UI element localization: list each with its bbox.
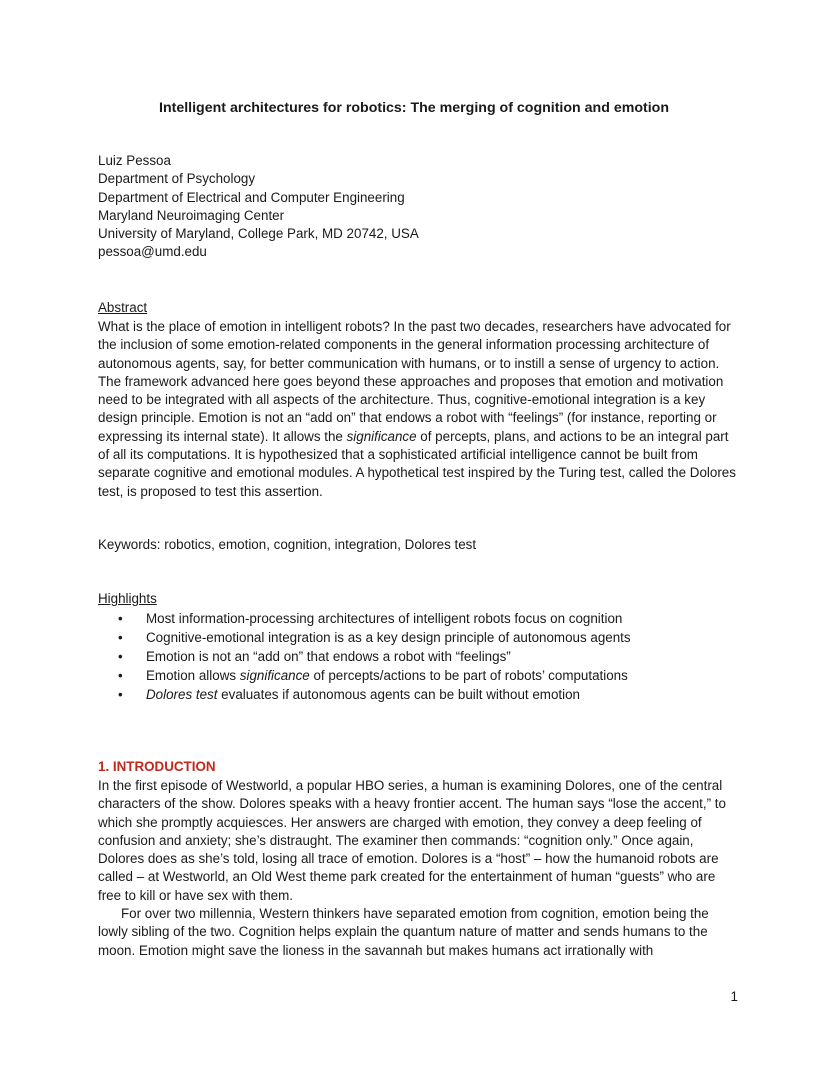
bullet-icon: •	[118, 649, 123, 664]
highlight-text-rest: of percepts/actions to be part of robots’ computations	[309, 668, 628, 683]
highlight-emphasis: Dolores test	[146, 687, 218, 702]
introduction-heading: 1. INTRODUCTION	[98, 759, 216, 774]
introduction-paragraph: For over two millennia, Western thinkers have separated emotion from cognition, emotion being the lowly sibling of the two. Cognition helps explain the quantum nature of matter and sends humans to the moon. Emotion might save the lioness in the savannah but makes humans act irrationally with	[98, 906, 709, 958]
highlight-item	[98, 666, 738, 685]
abstract-heading: Abstract	[98, 300, 148, 315]
highlight-item	[98, 647, 738, 666]
introduction-paragraph: In the first episode of Westworld, a popular HBO series, a human is examining Dolores, one of the central characters of the show. Dolores speaks with a heavy frontier accent. The human says “lose the accent,” to which she promptly acquiesces. Her answers are charged with emotion, they convey a deep feeling of confusion and anxiety; she’s distraught. The examiner then commands: “cognition only.” Once again, Dolores does as she’s told, losing all trace of emotion. Dolores is a “host” – how the humanoid robots are called – at Westworld, an Old West theme park created for the entertainment of human “guests” who are free to kill or have sex with them.	[98, 778, 726, 903]
keywords-line: Keywords: robotics, emotion, cognition, integration, Dolores test	[98, 537, 477, 552]
highlight-text: Most information-processing architectures of intelligent robots focus on cognition	[146, 611, 623, 626]
author-affiliation: Maryland Neuroimaging Center	[98, 207, 285, 223]
abstract-text: What is the place of emotion in intelligent robots? In the past two decades, researchers have advocated for the inclusion of some emotion-related components in the general information processing architecture of autonomous agents, say, for better communication with humans, or to instill a sense of urgency to action. The framework advanced here goes beyond these approaches and proposes that emotion and motivation need to be integrated with all aspects of the architecture. Thus, cognitive-emotional integration is a key design principle. Emotion is not an “add on” that endows a robot with “feelings” (for instance, reporting or expressing its internal state). It allows the	[98, 319, 731, 444]
highlights-list	[98, 609, 738, 704]
highlight-text: Emotion is not an “add on” that endows a robot with “feelings”	[146, 649, 511, 664]
highlights-heading: Highlights	[98, 591, 157, 606]
highlight-item	[98, 609, 738, 628]
abstract-body	[98, 318, 738, 501]
introduction-body	[98, 777, 738, 960]
abstract-paragraph	[98, 318, 738, 501]
highlight-emphasis: significance	[239, 668, 310, 683]
paper-title: Intelligent architectures for robotics: The merging of cognition and emotion	[159, 100, 669, 116]
highlight-item	[98, 628, 738, 647]
highlight-text: Emotion allows	[146, 668, 240, 683]
abstract-emphasis: significance	[346, 428, 417, 444]
author-name: Luiz Pessoa	[98, 153, 171, 168]
author-address: University of Maryland, College Park, MD 20742, USA	[98, 226, 419, 242]
abstract-text-rest: of percepts, plans, and actions to be an integral part of all its computations. It is hypothesized that a sophisticated artificial intelligence cannot be built from separate cognitive and emotional modules. A hypothetical test inspired by the Turing test, called the Dolores test, is proposed to test this assertion.	[98, 428, 736, 499]
author-email: pessoa@umd.edu	[98, 244, 207, 260]
author-affiliation: Department of Psychology	[98, 171, 256, 187]
bullet-icon: •	[118, 668, 123, 683]
page-number: 1	[730, 989, 738, 1004]
author-affiliation: Department of Electrical and Computer Engineering	[98, 189, 405, 205]
bullet-icon: •	[118, 630, 123, 645]
bullet-icon: •	[118, 687, 123, 702]
highlight-text: Cognitive-emotional integration is as a key design principle of autonomous agents	[146, 630, 631, 645]
author-block	[98, 152, 738, 262]
highlight-text-rest: evaluates if autonomous agents can be built without emotion	[217, 687, 580, 702]
highlight-item	[98, 685, 738, 704]
bullet-icon: •	[118, 611, 123, 626]
